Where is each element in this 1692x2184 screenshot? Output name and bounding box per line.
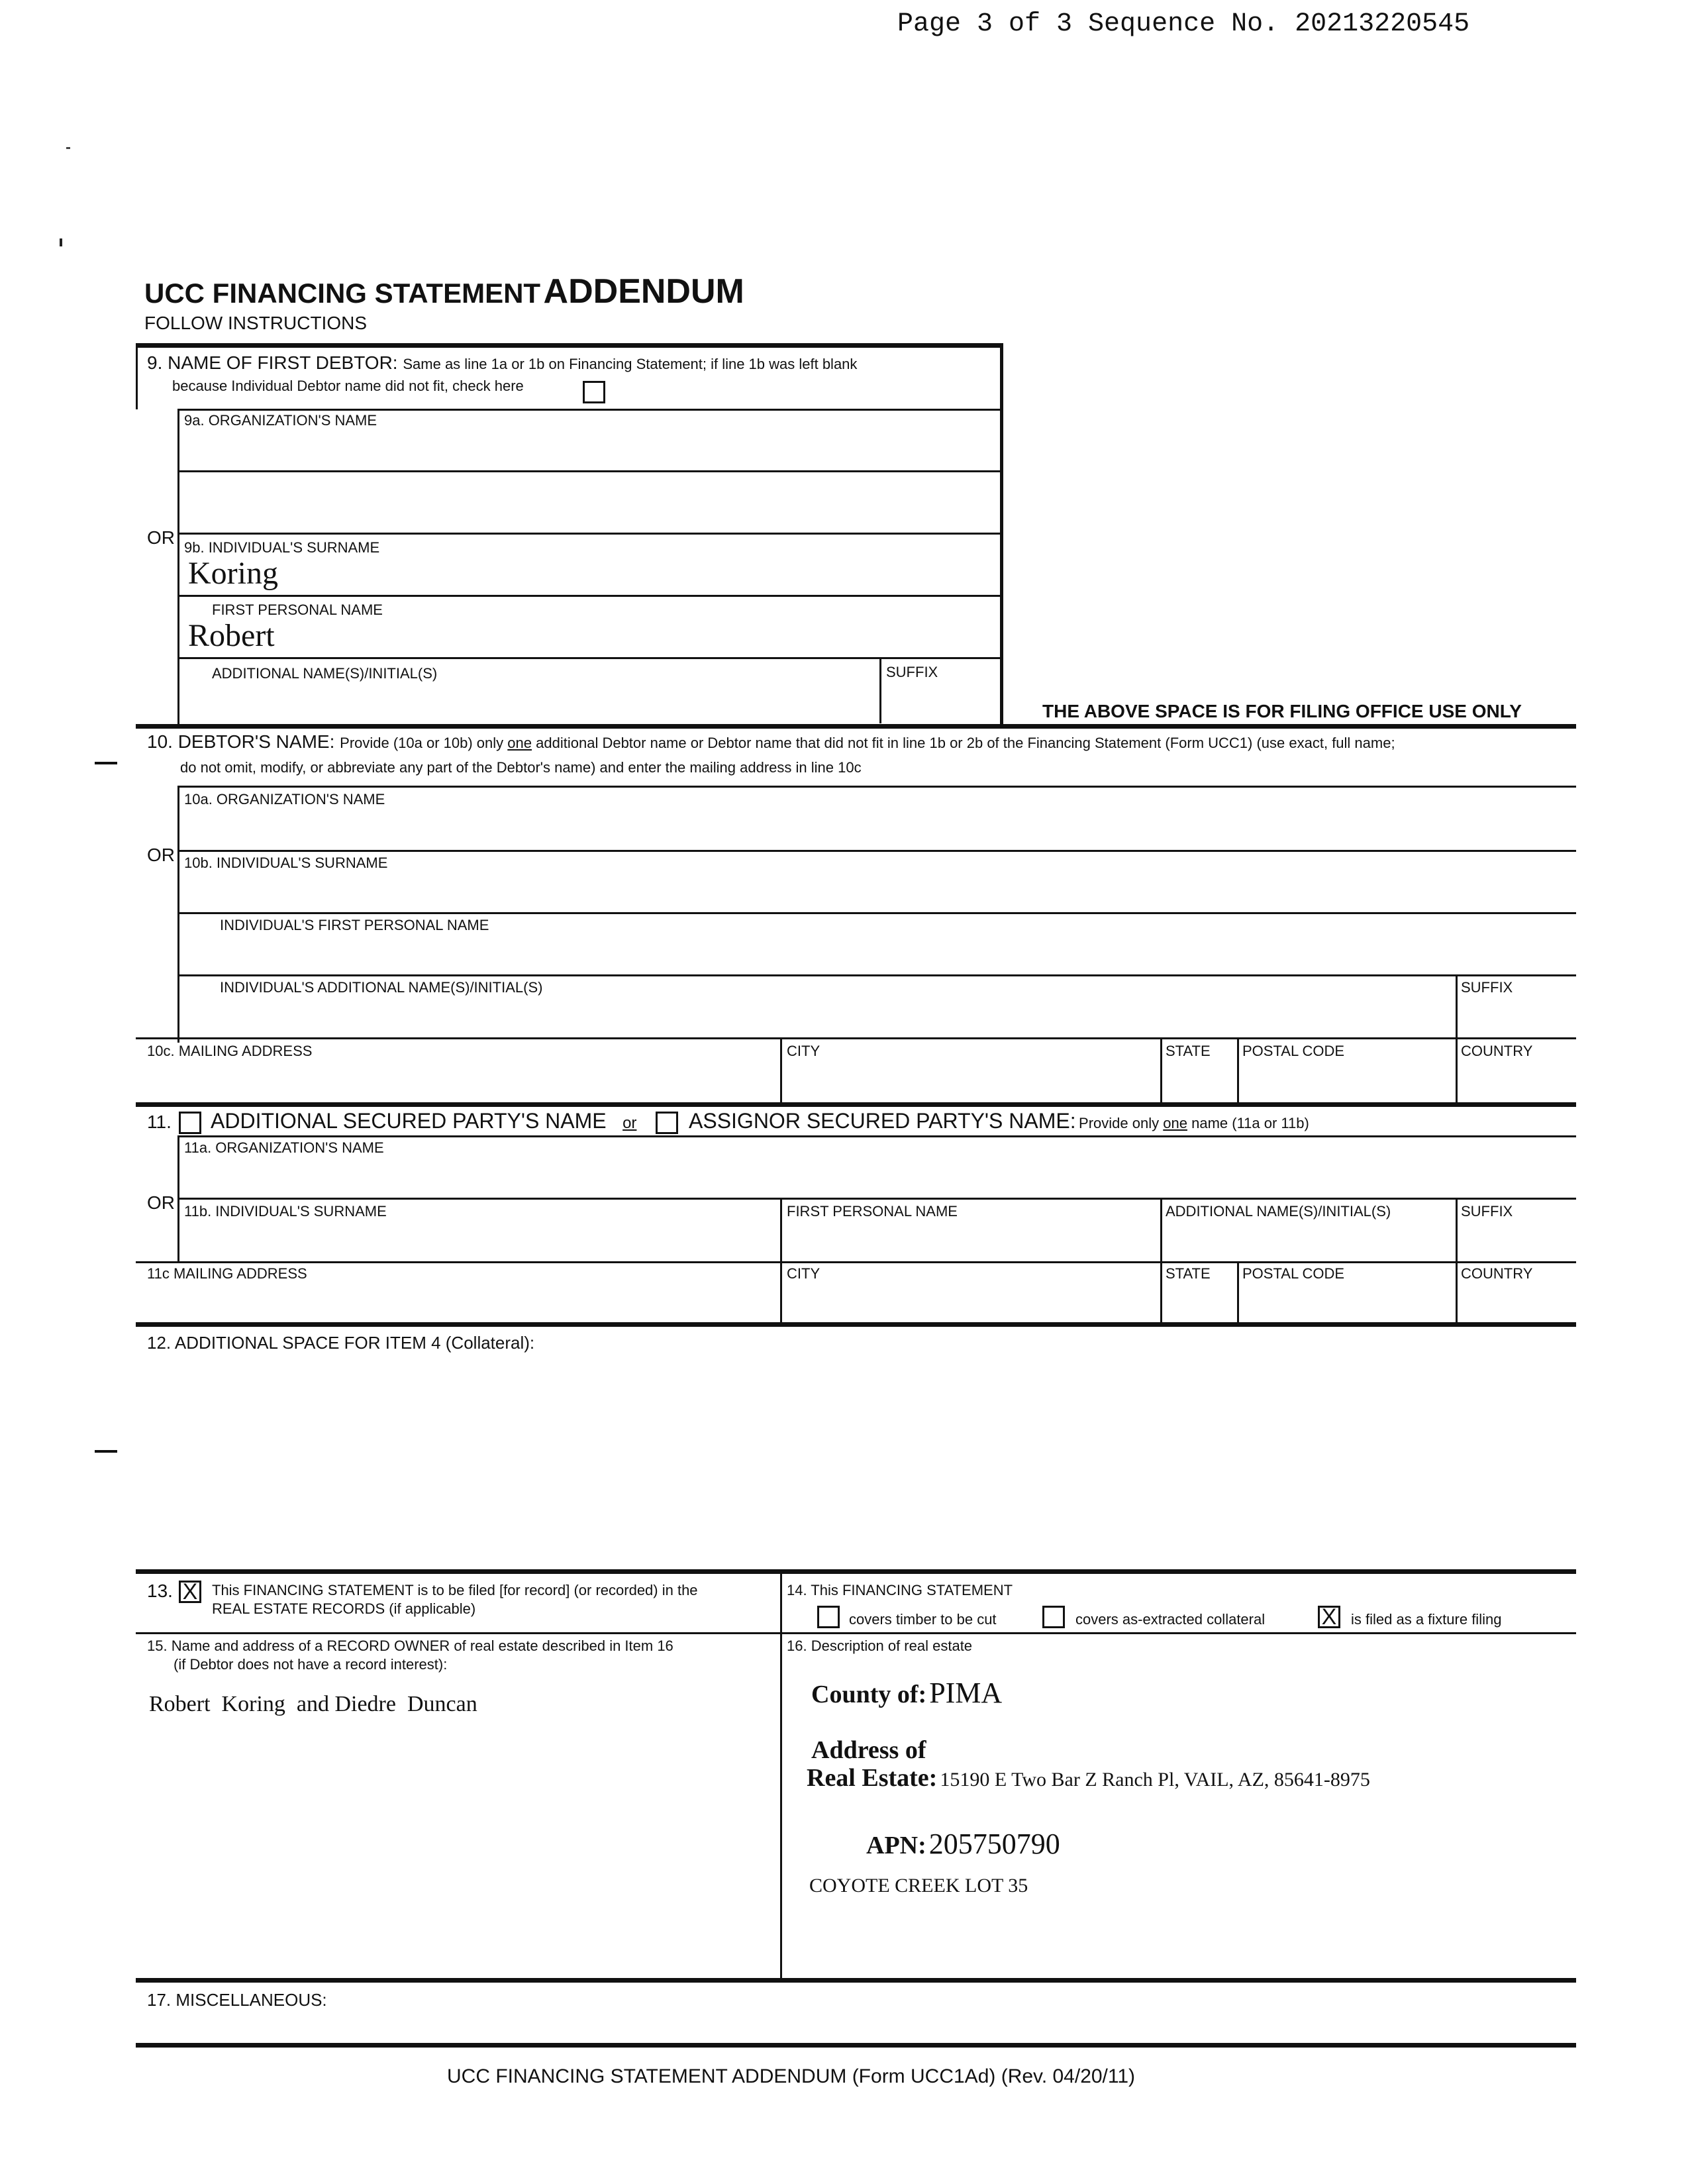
mailing-address-10c-label: 10c. MAILING ADDRESS	[147, 1043, 313, 1059]
margin-tick-mark	[95, 762, 117, 764]
record-owner-value: Robert Koring and Diedre Duncan	[149, 1692, 477, 1716]
city-11-label: CITY	[787, 1265, 821, 1282]
or-11: OR	[147, 1192, 175, 1213]
address-row	[807, 1763, 1370, 1793]
assignor-secured-party-checkbox[interactable]	[656, 1112, 678, 1134]
follow-instructions: FOLLOW INSTRUCTIONS	[144, 313, 368, 333]
country-10-label: COUNTRY	[1461, 1043, 1533, 1059]
covers-timber-label: covers timber to be cut	[849, 1611, 997, 1628]
additional-secured-party-label: ADDITIONAL SECURED PARTY'S NAME or	[211, 1109, 637, 1133]
covers-as-extracted-label: covers as-extracted collateral	[1075, 1611, 1266, 1628]
section-17-label: 17. MISCELLANEOUS:	[147, 1990, 327, 2010]
suffix-10-label: SUFFIX	[1461, 979, 1513, 996]
org-name-9a-label: 9a. ORGANIZATION'S NAME	[184, 412, 377, 429]
address-label-1: Address of	[811, 1736, 926, 1764]
section-16-label: 16. Description of real estate	[787, 1638, 973, 1654]
page-sequence-header: Page 3 of 3 Sequence No. 20213220545	[897, 9, 1470, 39]
apn-row	[866, 1827, 1060, 1861]
address-value: 15190 E Two Bar Z Ranch Pl, VAIL, AZ, 85641-8975	[940, 1769, 1370, 1791]
additional-name-10-label: INDIVIDUAL'S ADDITIONAL NAME(S)/INITIAL(S)	[220, 979, 543, 996]
section-13-text-1: This FINANCING STATEMENT is to be filed [for record] (or recorded) in the	[212, 1582, 698, 1598]
form-title-suffix: ADDENDUM	[543, 272, 744, 311]
address-label-2: Real Estate:	[807, 1764, 938, 1792]
surname-10b-label: 10b. INDIVIDUAL'S SURNAME	[184, 855, 388, 871]
surname-9b-label: 9b. INDIVIDUAL'S SURNAME	[184, 539, 380, 556]
additional-name-9-label: ADDITIONAL NAME(S)/INITIAL(S)	[212, 665, 438, 682]
first-name-9-value: Robert	[188, 618, 275, 653]
legal-description: COYOTE CREEK LOT 35	[809, 1875, 1028, 1897]
section-15-label-2: (if Debtor does not have a record interest):	[174, 1656, 448, 1673]
postal-code-10-label: POSTAL CODE	[1242, 1043, 1345, 1059]
apn-label: APN:	[866, 1832, 926, 1859]
section-9-label: 9. NAME OF FIRST DEBTOR: Same as line 1a or 1b on Financing Statement; if line 1b was left blank	[147, 352, 858, 373]
section-13-number: 13.	[147, 1581, 173, 1601]
first-debtor-name-not-fit-checkbox[interactable]	[583, 381, 605, 403]
county-label: County of:	[811, 1681, 927, 1708]
apn-value: 205750790	[928, 1828, 1060, 1860]
section-11-or: or	[622, 1114, 637, 1132]
form-title	[144, 272, 744, 311]
section-9-desc-2: because Individual Debtor name did not fit, check here	[172, 378, 524, 394]
section-12-label: 12. ADDITIONAL SPACE FOR ITEM 4 (Collateral):	[147, 1333, 535, 1353]
city-10-label: CITY	[787, 1043, 821, 1059]
section-14-label: 14. This FINANCING STATEMENT	[787, 1582, 1013, 1598]
state-10-label: STATE	[1166, 1043, 1211, 1059]
scan-mark-top	[66, 147, 70, 149]
first-name-11-label: FIRST PERSONAL NAME	[787, 1203, 958, 1220]
fixture-filing-label: is filed as a fixture filing	[1351, 1611, 1502, 1628]
county-row	[811, 1676, 1002, 1710]
fixture-filing-checkbox[interactable]: X	[1318, 1606, 1340, 1628]
section-15-label-1: 15. Name and address of a RECORD OWNER of real estate described in Item 16	[147, 1638, 673, 1654]
or-10: OR	[147, 845, 175, 865]
state-11-label: STATE	[1166, 1265, 1211, 1282]
section-10-label: 10. DEBTOR'S NAME: Provide (10a or 10b) only one additional Debtor name or Debtor name that did not fit in line 1b or 2b of the Financing Statement (Form UCC1) (use exact, full name;	[147, 731, 1395, 752]
covers-as-extracted-checkbox[interactable]	[1042, 1606, 1065, 1628]
county-value: PIMA	[929, 1677, 1003, 1709]
or-9: OR	[147, 527, 175, 548]
additional-name-11-label: ADDITIONAL NAME(S)/INITIAL(S)	[1166, 1203, 1391, 1220]
section-10-desc-2: do not omit, modify, or abbreviate any part of the Debtor's name) and enter the mailing address in line 10c	[180, 759, 862, 776]
mailing-address-11c-label: 11c MAILING ADDRESS	[147, 1265, 307, 1282]
section-10-desc: Provide (10a or 10b) only one additional Debtor name or Debtor name that did not fit in line 1b or 2b of the Financing Statement (Form UCC1) (use exact, full name;	[340, 735, 1395, 751]
form-title-prefix: UCC FINANCING STATEMENT	[144, 278, 541, 309]
additional-secured-party-checkbox[interactable]	[179, 1112, 201, 1134]
covers-timber-checkbox[interactable]	[817, 1606, 840, 1628]
scan-mark-small	[60, 238, 62, 246]
real-estate-records-checkbox[interactable]: X	[179, 1581, 201, 1603]
org-name-10a-label: 10a. ORGANIZATION'S NAME	[184, 791, 385, 807]
form-footer: UCC FINANCING STATEMENT ADDENDUM (Form UCC1Ad) (Rev. 04/20/11)	[447, 2065, 1136, 2087]
org-name-11a-label: 11a. ORGANIZATION'S NAME	[184, 1139, 384, 1156]
surname-11b-label: 11b. INDIVIDUAL'S SURNAME	[184, 1203, 387, 1220]
filing-office-note: THE ABOVE SPACE IS FOR FILING OFFICE USE ONLY	[1042, 701, 1522, 721]
surname-9b-value: Koring	[188, 556, 278, 591]
postal-code-11-label: POSTAL CODE	[1242, 1265, 1345, 1282]
margin-tick-mark	[95, 1450, 117, 1453]
suffix-9-label: SUFFIX	[886, 664, 938, 680]
section-11-provide: Provide only one name (11a or 11b)	[1079, 1115, 1309, 1131]
country-11-label: COUNTRY	[1461, 1265, 1533, 1282]
section-11-number: 11.	[147, 1112, 172, 1132]
first-name-9-label: FIRST PERSONAL NAME	[212, 601, 383, 618]
suffix-11-label: SUFFIX	[1461, 1203, 1513, 1220]
first-name-10-label: INDIVIDUAL'S FIRST PERSONAL NAME	[220, 917, 489, 933]
assignor-secured-party-label: ASSIGNOR SECURED PARTY'S NAME: Provide only one name (11a or 11b)	[689, 1109, 1309, 1133]
section-13-text-2: REAL ESTATE RECORDS (if applicable)	[212, 1600, 476, 1617]
section-9-desc: Same as line 1a or 1b on Financing Statement; if line 1b was left blank	[403, 356, 858, 372]
